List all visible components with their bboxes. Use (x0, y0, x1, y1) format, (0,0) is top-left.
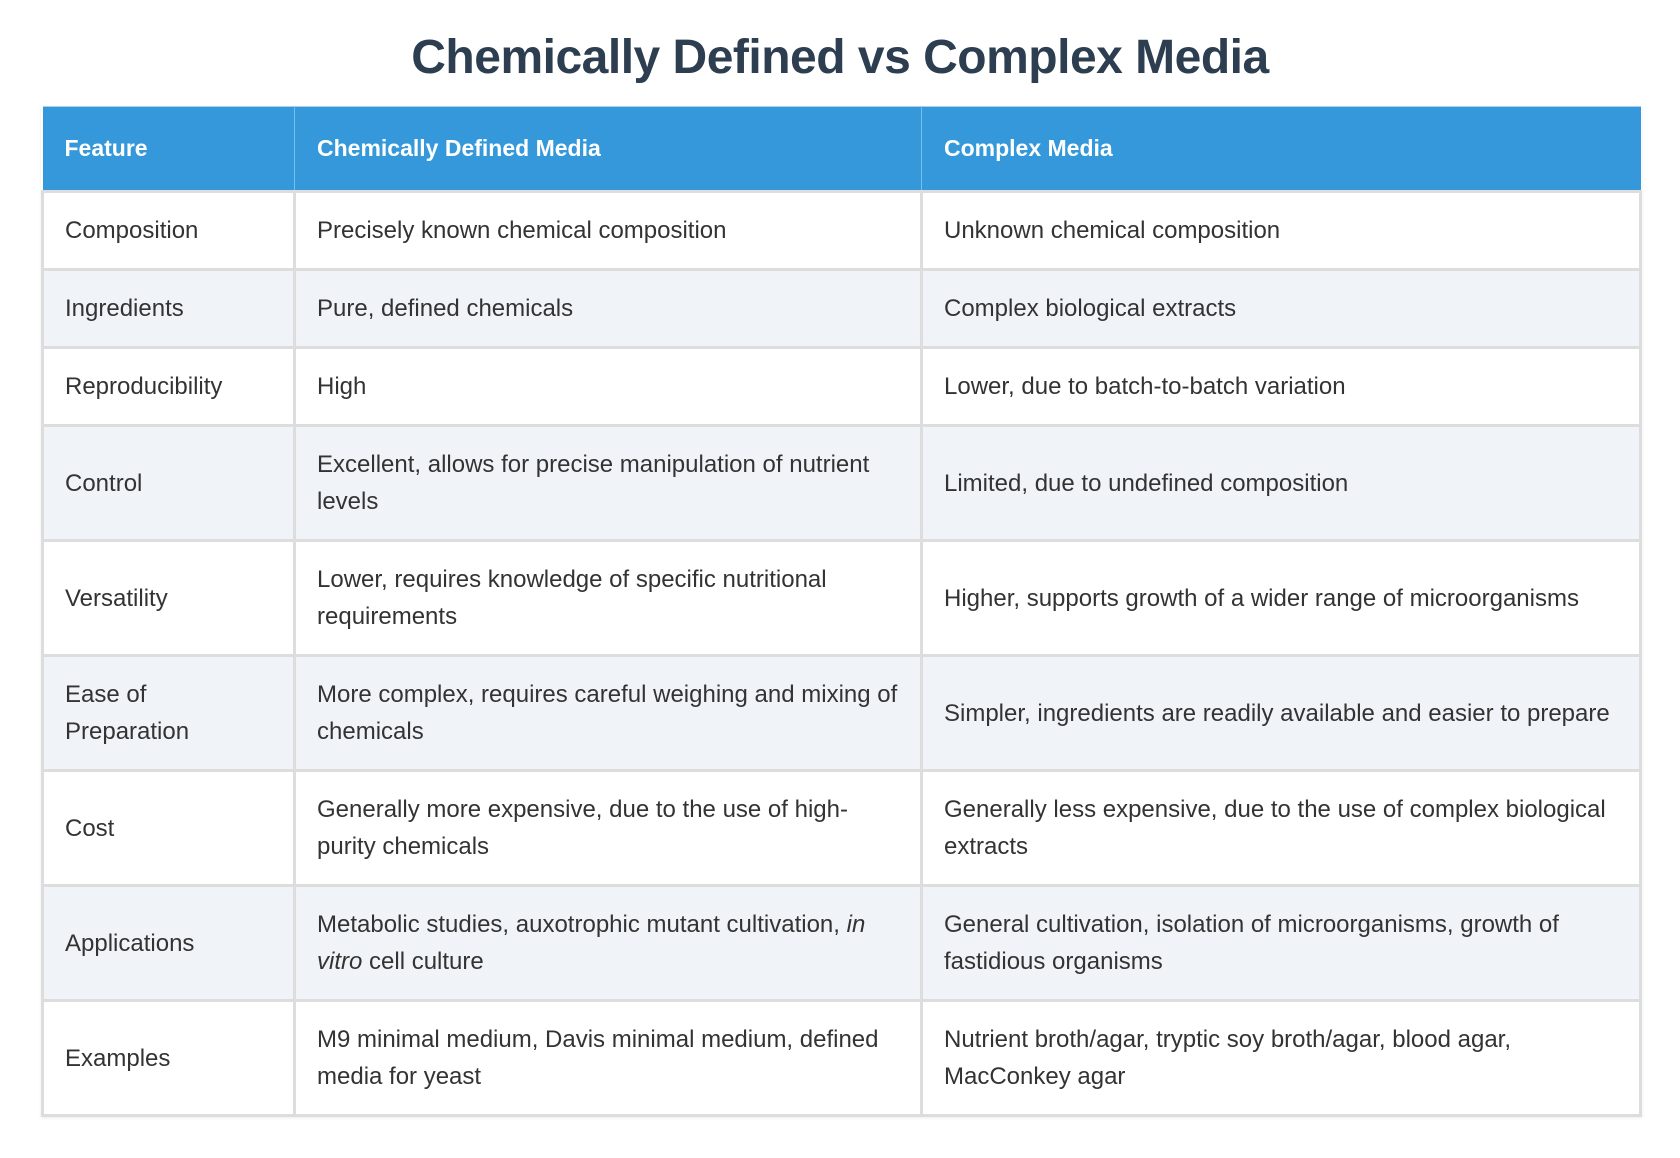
feature-cell: Versatility (43, 541, 295, 656)
feature-cell: Ease of Preparation (43, 656, 295, 771)
complex-cell: Nutrient broth/agar, tryptic soy broth/agar, blood agar, MacConkey agar (922, 1001, 1641, 1116)
feature-cell: Cost (43, 771, 295, 886)
defined-cell: High (295, 348, 922, 426)
table-body (43, 192, 1641, 1116)
feature-cell: Reproducibility (43, 348, 295, 426)
complex-cell: Unknown chemical composition (922, 192, 1641, 270)
page-title: Chemically Defined vs Complex Media (411, 31, 1269, 84)
feature-cell: Applications (43, 886, 295, 1001)
defined-text-before: Metabolic studies, auxotrophic mutant cultivation, (317, 911, 847, 938)
defined-text-after: cell culture (362, 948, 484, 975)
defined-cell: Excellent, allows for precise manipulation of nutrient levels (295, 426, 922, 541)
table-row-applications (43, 886, 1641, 1001)
defined-cell: Generally more expensive, due to the use of high-purity chemicals (295, 771, 922, 886)
header-row (43, 107, 1641, 192)
defined-cell (295, 886, 922, 1001)
comparison-table (41, 106, 1642, 1117)
feature-cell: Examples (43, 1001, 295, 1116)
comparison-table-container (41, 106, 1639, 1117)
complex-cell: Complex biological extracts (922, 270, 1641, 348)
feature-cell: Control (43, 426, 295, 541)
table-header (43, 107, 1641, 192)
defined-cell: More complex, requires careful weighing and mixing of chemicals (295, 656, 922, 771)
defined-cell: M9 minimal medium, Davis minimal medium, defined media for yeast (295, 1001, 922, 1116)
complex-cell: Generally less expensive, due to the use of complex biological extracts (922, 771, 1641, 886)
feature-cell: Composition (43, 192, 295, 270)
complex-cell: Higher, supports growth of a wider range of microorganisms (922, 541, 1641, 656)
table-row-cost (43, 771, 1641, 886)
complex-cell: Simpler, ingredients are readily available and easier to prepare (922, 656, 1641, 771)
table-row-examples (43, 1001, 1641, 1116)
defined-cell: Precisely known chemical composition (295, 192, 922, 270)
table-row-ease-of-preparation (43, 656, 1641, 771)
feature-cell: Ingredients (43, 270, 295, 348)
table-row-reproducibility (43, 348, 1641, 426)
header-feature: Feature (43, 107, 295, 192)
header-chemically-defined: Chemically Defined Media (295, 107, 922, 192)
italic-term: in vitro (317, 911, 866, 975)
complex-cell: Limited, due to undefined composition (922, 426, 1641, 541)
complex-cell: General cultivation, isolation of microorganisms, growth of fastidious organisms (922, 886, 1641, 1001)
table-row-ingredients (43, 270, 1641, 348)
defined-cell: Pure, defined chemicals (295, 270, 922, 348)
complex-cell: Lower, due to batch-to-batch variation (922, 348, 1641, 426)
table-row-versatility (43, 541, 1641, 656)
header-complex: Complex Media (922, 107, 1641, 192)
defined-cell: Lower, requires knowledge of specific nutritional requirements (295, 541, 922, 656)
table-row-composition (43, 192, 1641, 270)
table-row-control (43, 426, 1641, 541)
